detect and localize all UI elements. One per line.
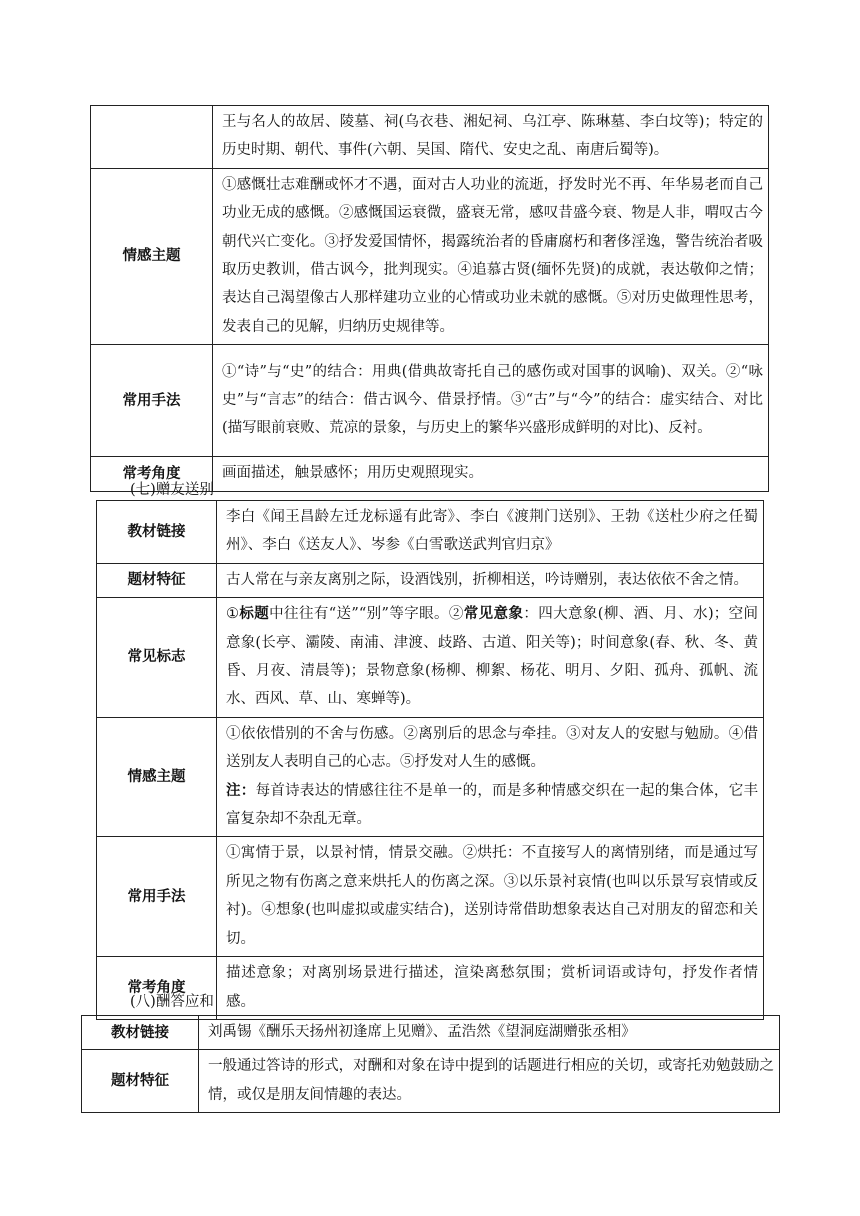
table-history-themes	[90, 105, 769, 492]
table-reply-poems	[81, 1015, 780, 1113]
table-row	[97, 837, 764, 957]
row-content: 古人常在与亲友离别之际，设酒饯别，折柳相送，吟诗赠别，表达依依不舍之情。	[217, 563, 764, 597]
row-label: 常考角度	[97, 957, 217, 1020]
row-label: 常用手法	[97, 837, 217, 957]
row-content: ①感慨壮志难酬或怀才不遇，面对古人功业的流逝，抒发时光不再、年华易老而自己功业无成的感慨。②感慨国运衰微，盛衰无常，感叹昔盛今衰、物是人非，喟叹古今朝代兴亡变化。③抒发爱国情怀，揭露统治者的昏庸腐朽和奢侈淫逸，警告统治者吸取历史教训，借古讽今，批判现实。④追慕古贤(缅怀先贤)的成就，表达敬仰之情；表达自己渴望像古人那样建功立业的心情或功业未就的感慨。⑤对历史做理性思考，发表自己的见解，归纳历史规律等。	[213, 168, 769, 344]
row-content: 描述意象；对离别场景进行描述，渲染离愁氛围；赏析词语或诗句，抒发作者情感。	[217, 957, 764, 1020]
row-label	[91, 106, 213, 169]
row-label: 教材链接	[82, 1016, 199, 1050]
section-heading: (七)赠友送别	[130, 482, 214, 498]
table-row	[91, 345, 769, 457]
table-row	[97, 598, 764, 718]
row-label: 情感主题	[97, 717, 217, 837]
table-row	[82, 1016, 780, 1050]
row-content	[217, 598, 764, 718]
emotion-text: ①依依惜别的不舍与伤感。②离别后的思念与牵挂。③对友人的安慰与勉励。④借送别友人表明自己的心志。⑤抒发对人生的感慨。	[226, 725, 758, 771]
row-label: 教材链接	[97, 501, 217, 564]
row-content: 画面描述，触景感怀；用历史观照现实。	[213, 457, 769, 491]
row-label: 题材特征	[97, 563, 217, 597]
note-paragraph	[226, 777, 758, 834]
table-row	[97, 717, 764, 837]
row-label: 常考角度	[91, 457, 213, 491]
table-row	[91, 168, 769, 344]
row-label: 常用手法	[91, 345, 213, 457]
row-content: ①寓情于景，以景衬情，情景交融。②烘托：不直接写人的离情别绪，而是通过写所见之物有伤离之意来烘托人的伤离之深。③以乐景衬哀情(也叫以乐景写哀情或反衬)。④想象(也叫虚拟或虚实结合)，送别诗常借助想象表达自己对朋友的留恋和关切。	[217, 837, 764, 957]
text-segment: 中往往有“送”“别”等字眼。②	[269, 606, 464, 623]
row-content: 一般通过答诗的形式，对酬和对象在诗中提到的话题进行相应的关切，或寄托劝勉鼓励之情，或仅是朋友间情趣的表达。	[199, 1050, 780, 1113]
row-content: 李白《闻王昌龄左迁龙标遥有此寄》、李白《渡荆门送别》、王勃《送杜少府之任蜀州》、李白《送友人》、岑参《白雪歌送武判官归京》	[217, 501, 764, 564]
text-segment: ①	[226, 606, 240, 623]
row-label: 常见标志	[97, 598, 217, 718]
bold-term: 常见意象	[463, 606, 524, 623]
table-row	[97, 563, 764, 597]
row-content: ①“诗”与“史”的结合：用典(借典故寄托自己的感伤或对国事的讽喻)、双关。②“咏史”与“言志”的结合：借古讽今、借景抒情。③“古”与“今”的结合：虚实结合、对比(描写眼前衰败、荒凉的景象，与历史上的繁华兴盛形成鲜明的对比)、反衬。	[213, 345, 769, 457]
row-label: 情感主题	[91, 168, 213, 344]
note-text: 每首诗表达的情感往往不是单一的，而是多种情感交织在一起的集合体，它丰富复杂却不杂乱无章。	[226, 782, 759, 828]
table-farewell	[96, 500, 764, 1020]
table-row	[82, 1050, 780, 1113]
note-label: 注：	[226, 782, 256, 799]
section-heading: (八)酬答应和	[130, 994, 214, 1010]
table-row	[97, 501, 764, 564]
bold-term: 标题	[239, 606, 270, 623]
row-content	[217, 717, 764, 837]
row-label: 题材特征	[82, 1050, 199, 1113]
row-content: 刘禹锡《酬乐天扬州初逢席上见赠》、孟浩然《望洞庭湖赠张丞相》	[199, 1016, 780, 1050]
text-segment: ：四大意象(柳、酒、月、水)；空间意象(长亭、灞陵、南浦、津渡、歧路、古道、阳关等)；时间意象(春、秋、冬、黄昏、月夜、清晨等)；景物意象(杨柳、柳絮、杨花、明月、夕阳、孤舟、孤帆、流水、西风、草、山、寒蝉等)。	[226, 606, 758, 708]
table-row	[91, 106, 769, 169]
row-content: 王与名人的故居、陵墓、祠(乌衣巷、湘妃祠、乌江亭、陈琳墓、李白坟等)；特定的历史时期、朝代、事件(六朝、吴国、隋代、安史之乱、南唐后蜀等)。	[213, 106, 769, 169]
